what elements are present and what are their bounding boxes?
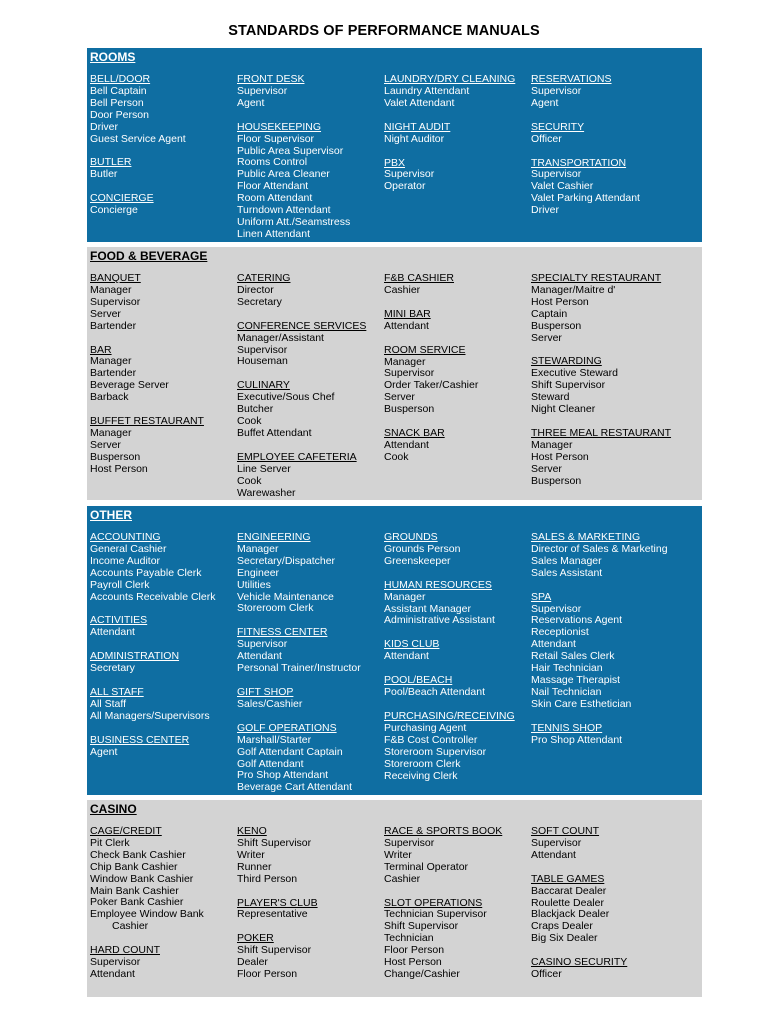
- position-item: Storeroom Clerk: [384, 757, 461, 770]
- position-item: Concierge: [90, 204, 138, 217]
- position-item: Manager: [90, 283, 132, 296]
- department-title: SPA: [531, 590, 552, 603]
- position-item: Writer: [237, 848, 265, 861]
- department-bell-door: [90, 74, 235, 145]
- department-activities: [90, 615, 235, 639]
- department-slot-operations: [384, 898, 529, 981]
- department-grounds: [384, 532, 529, 568]
- position-item: Supervisor: [237, 84, 288, 97]
- department-title: SNACK BAR: [384, 427, 445, 440]
- department-title: NIGHT AUDIT: [384, 120, 451, 133]
- position-item: Income Auditor: [90, 554, 161, 567]
- department-title: BUFFET RESTAURANT: [90, 415, 204, 428]
- position-item: Public Area Supervisor: [237, 144, 344, 157]
- department-kids-club: [384, 639, 529, 663]
- department-business-center: [90, 735, 235, 759]
- position-item: Host Person: [384, 956, 442, 969]
- position-item: Door Person: [90, 108, 149, 121]
- position-item: Supervisor: [384, 367, 435, 380]
- position-item: Secretary: [237, 295, 282, 308]
- position-item: Assistant Manager: [384, 602, 471, 615]
- department-reservations: [531, 74, 676, 110]
- position-item: Terminal Operator: [384, 860, 469, 873]
- position-item: Third Person: [237, 872, 298, 885]
- position-item: Cook: [384, 450, 409, 463]
- department-room-service: [384, 345, 529, 416]
- position-item: Bartender: [90, 319, 137, 332]
- department-hard-count: [90, 945, 235, 981]
- position-item: Valet Cashier: [531, 180, 594, 193]
- department-title: THREE MEAL RESTAURANT: [531, 426, 672, 439]
- department-title: ADMINISTRATION: [90, 650, 180, 663]
- position-item: Dealer: [237, 956, 268, 969]
- position-item: Pool/Beach Attendant: [384, 686, 485, 699]
- position-item: Cook: [237, 415, 262, 428]
- position-item: Manager: [384, 590, 426, 603]
- position-item: Receiving Clerk: [384, 769, 458, 782]
- column-1: [90, 826, 235, 993]
- department-title: BANQUET: [90, 272, 141, 284]
- position-item: Manager: [384, 355, 426, 368]
- position-item: Marshall/Starter: [237, 733, 312, 746]
- department-accounting: [90, 532, 235, 603]
- department-title: ACCOUNTING: [90, 531, 161, 543]
- position-item: Greenskeeper: [384, 554, 451, 567]
- department-title: STEWARDING: [531, 355, 602, 368]
- position-item: Agent: [90, 745, 118, 758]
- section-title: FOOD & BEVERAGE: [90, 249, 208, 263]
- position-item: F&B Cost Controller: [384, 733, 478, 746]
- position-item: Officer: [531, 132, 562, 145]
- position-item: Operator: [384, 180, 426, 193]
- department-night-audit: [384, 122, 529, 146]
- position-item: Sales Manager: [531, 554, 602, 567]
- position-item: Pit Clerk: [90, 836, 130, 849]
- position-item: Line Server: [237, 462, 291, 475]
- position-item: Warewasher: [237, 486, 296, 499]
- department-poker: [237, 933, 382, 981]
- department-sales-and-marketing: [531, 532, 676, 580]
- department-title: KENO: [237, 825, 267, 837]
- department-title: CATERING: [237, 272, 291, 284]
- position-item: Barback: [90, 391, 129, 404]
- department-title: PBX: [384, 156, 406, 169]
- column-4: [531, 74, 676, 229]
- position-item: Server: [90, 438, 121, 451]
- position-item: Host Person: [531, 450, 589, 463]
- department-title: BELL/DOOR: [90, 73, 151, 85]
- department-title: HOUSEKEEPING: [237, 120, 322, 133]
- department-title: CONCIERGE: [90, 192, 154, 205]
- section-rooms: [87, 48, 702, 242]
- department-title: POKER: [237, 932, 274, 945]
- department-title: TENNIS SHOP: [531, 721, 603, 734]
- position-item: Manager/Assistant: [237, 331, 324, 344]
- column-1: [90, 273, 235, 488]
- column-4: [531, 826, 676, 993]
- department-player-s-club: [237, 898, 382, 922]
- position-item: Sales Assistant: [531, 566, 603, 579]
- department-title: KIDS CLUB: [384, 638, 440, 651]
- position-item: Technician: [384, 932, 434, 945]
- position-item: Baccarat Dealer: [531, 884, 607, 897]
- position-item: Uniform Att./Seamstress: [237, 215, 351, 228]
- department-gift-shop: [237, 687, 382, 711]
- position-item: Bell Captain: [90, 84, 147, 97]
- position-item: Utilities: [237, 578, 271, 591]
- department-title: ROOM SERVICE: [384, 343, 466, 356]
- department-stewarding: [531, 356, 676, 416]
- department-culinary: [237, 380, 382, 440]
- column-4: [531, 273, 676, 500]
- department-title: TRANSPORTATION: [531, 156, 627, 169]
- department-title: GIFT SHOP: [237, 685, 294, 698]
- position-item: Big Six Dealer: [531, 932, 598, 945]
- department-concierge: [90, 193, 235, 217]
- position-item: Supervisor: [531, 84, 582, 97]
- department-casino-security: [531, 957, 676, 981]
- department-title: BUSINESS CENTER: [90, 733, 190, 746]
- position-item: Change/Cashier: [384, 967, 460, 980]
- position-item: Room Attendant: [237, 192, 313, 205]
- position-item: Officer: [531, 968, 562, 981]
- position-item: Poker Bank Cashier: [90, 896, 184, 909]
- section-title: OTHER: [90, 508, 132, 522]
- section-casino: [87, 800, 702, 997]
- position-item: Houseman: [237, 355, 288, 368]
- position-item: Reservations Agent: [531, 614, 623, 627]
- position-item: Receptionist: [531, 626, 589, 639]
- column-2: [237, 532, 382, 806]
- department-security: [531, 122, 676, 146]
- position-item: All Managers/Supervisors: [90, 709, 210, 722]
- position-item: Technician Supervisor: [384, 908, 487, 921]
- position-item: Representative: [237, 908, 308, 921]
- position-item: Purchasing Agent: [384, 721, 467, 734]
- position-item: Attendant: [531, 848, 576, 861]
- position-item: Grounds Person: [384, 542, 461, 555]
- position-item: Storeroom Clerk: [237, 602, 314, 615]
- position-item: Nail Technician: [531, 685, 602, 698]
- department-transportation: [531, 158, 676, 218]
- position-item: Golf Attendant: [237, 757, 304, 770]
- position-item: Director: [237, 283, 274, 296]
- department-keno: [237, 826, 382, 886]
- department-fitness-center: [237, 627, 382, 675]
- position-item: Host Person: [531, 295, 589, 308]
- department-title: EMPLOYEE CAFETERIA: [237, 450, 357, 463]
- department-title: ENGINEERING: [237, 531, 311, 543]
- department-title: BUTLER: [90, 156, 132, 169]
- department-cage-credit: [90, 826, 235, 933]
- position-item: Attendant: [90, 626, 135, 639]
- column-4: [531, 532, 676, 759]
- department-title: CASINO SECURITY: [531, 956, 628, 969]
- department-butler: [90, 157, 235, 181]
- position-item: Supervisor: [531, 836, 582, 849]
- position-item: Driver: [90, 120, 118, 133]
- department-tennis-shop: [531, 723, 676, 747]
- column-3: [384, 826, 529, 993]
- position-item: Shift Supervisor: [384, 920, 459, 933]
- department-title: CULINARY: [237, 379, 290, 392]
- column-3: [384, 532, 529, 794]
- position-item: Shift Supervisor: [531, 379, 606, 392]
- position-item: Pro Shop Attendant: [531, 733, 623, 746]
- department-snack-bar: [384, 428, 529, 464]
- department-conference-services: [237, 321, 382, 369]
- position-item: Employee Window Bank: [90, 908, 204, 921]
- position-item: Accounts Payable Clerk: [90, 566, 202, 579]
- position-item: Secretary: [90, 662, 135, 675]
- position-item: Beverage Cart Attendant: [237, 781, 352, 794]
- position-item: Beverage Server: [90, 379, 169, 392]
- department-title: LAUNDRY/DRY CLEANING: [384, 73, 516, 85]
- position-item: Runner: [237, 860, 272, 873]
- department-title: F&B CASHIER: [384, 272, 455, 284]
- position-item: Attendant: [384, 650, 429, 663]
- position-item: Sales/Cashier: [237, 697, 303, 710]
- department-race-and-sports-book: [384, 826, 529, 886]
- department-table-games: [531, 874, 676, 945]
- position-item: Manager/Maitre d': [531, 283, 616, 296]
- department-buffet-restaurant: [90, 416, 235, 476]
- position-item: Buffet Attendant: [237, 426, 312, 439]
- position-item: Supervisor: [90, 295, 141, 308]
- position-item: Accounts Receivable Clerk: [90, 590, 216, 603]
- department-human-resources: [384, 580, 529, 628]
- position-item: Busperson: [531, 319, 582, 332]
- column-2: [237, 273, 382, 512]
- position-item: Server: [384, 391, 415, 404]
- section-other: [87, 506, 702, 795]
- column-1: [90, 532, 235, 771]
- department-laundry-dry-cleaning: [384, 74, 529, 110]
- department-housekeeping: [237, 122, 382, 241]
- position-item: Blackjack Dealer: [531, 908, 610, 921]
- position-item: Attendant: [384, 438, 429, 451]
- position-item: Captain: [531, 307, 568, 320]
- position-item: Attendant: [384, 319, 429, 332]
- position-item: Guest Service Agent: [90, 132, 186, 145]
- position-item: Floor Person: [384, 944, 445, 957]
- position-item: All Staff: [90, 697, 126, 710]
- department-golf-operations: [237, 723, 382, 794]
- department-title: PLAYER'S CLUB: [237, 896, 318, 909]
- position-item: Supervisor: [384, 168, 435, 181]
- department-engineering: [237, 532, 382, 615]
- position-item: Manager: [237, 542, 279, 555]
- position-item: Steward: [531, 391, 570, 404]
- position-item: Cashier: [384, 283, 421, 296]
- department-title: RACE & SPORTS BOOK: [384, 825, 503, 837]
- position-item: Supervisor: [531, 168, 582, 181]
- department-title: MINI BAR: [384, 307, 431, 320]
- position-item: Craps Dealer: [531, 920, 593, 933]
- position-item: Vehicle Maintenance: [237, 590, 334, 603]
- section-title: ROOMS: [90, 50, 136, 64]
- position-item: Chip Bank Cashier: [90, 860, 178, 873]
- position-item: Server: [531, 331, 562, 344]
- position-item: Shift Supervisor: [237, 836, 312, 849]
- department-title: SOFT COUNT: [531, 825, 600, 837]
- department-title: POOL/BEACH: [384, 674, 453, 687]
- position-item: Agent: [237, 96, 265, 109]
- department-title: FRONT DESK: [237, 73, 305, 85]
- position-item: Supervisor: [531, 602, 582, 615]
- department-administration: [90, 651, 235, 675]
- position-item: Turndown Attendant: [237, 204, 331, 217]
- department-spa: [531, 592, 676, 711]
- position-item: Cook: [237, 474, 262, 487]
- department-front-desk: [237, 74, 382, 110]
- position-item: Personal Trainer/Instructor: [237, 662, 361, 675]
- department-banquet: [90, 273, 235, 333]
- department-mini-bar: [384, 309, 529, 333]
- department-purchasing-receiving: [384, 711, 529, 782]
- position-item: Golf Attendant Captain: [237, 745, 343, 758]
- position-item: Valet Attendant: [384, 96, 455, 109]
- position-item: Retail Sales Clerk: [531, 650, 615, 663]
- department-title: RESERVATIONS: [531, 73, 612, 85]
- position-item: Attendant: [237, 650, 282, 663]
- department-title: PURCHASING/RECEIVING: [384, 709, 515, 722]
- position-item: Hair Technician: [531, 662, 603, 675]
- department-title: ACTIVITIES: [90, 614, 148, 627]
- department-title: ALL STAFF: [90, 686, 144, 699]
- position-item: Server: [531, 462, 562, 475]
- position-item: Server: [90, 307, 121, 320]
- position-item: Rooms Control: [237, 156, 308, 169]
- position-item: Skin Care Esthetician: [531, 697, 632, 710]
- department-title: BAR: [90, 343, 112, 356]
- position-item: Butcher: [237, 403, 274, 416]
- section-title: CASINO: [90, 802, 137, 816]
- department-three-meal-restaurant: [531, 428, 676, 488]
- department-bar: [90, 345, 235, 405]
- column-3: [384, 74, 529, 205]
- position-item: Writer: [384, 848, 412, 861]
- position-item: Manager: [90, 426, 132, 439]
- position-item: Busperson: [90, 450, 141, 463]
- position-item: Bartender: [90, 367, 137, 380]
- position-item: Floor Person: [237, 968, 298, 981]
- department-title: HARD COUNT: [90, 944, 160, 957]
- department-title: FITNESS CENTER: [237, 626, 328, 639]
- position-item: Engineer: [237, 566, 280, 579]
- column-1: [90, 74, 235, 229]
- column-3: [384, 273, 529, 476]
- position-item: Valet Parking Attendant: [531, 192, 640, 205]
- department-specialty-restaurant: [531, 273, 676, 344]
- position-item: Night Cleaner: [531, 403, 596, 416]
- position-item: Bell Person: [90, 96, 144, 109]
- position-item: Order Taker/Cashier: [384, 379, 479, 392]
- position-item: Secretary/Dispatcher: [237, 554, 336, 567]
- position-item: Attendant: [531, 638, 576, 651]
- department-title: HUMAN RESOURCES: [384, 578, 492, 591]
- department-title: CAGE/CREDIT: [90, 825, 162, 837]
- position-item: Storeroom Supervisor: [384, 745, 487, 758]
- position-item: Busperson: [384, 403, 435, 416]
- department-pbx: [384, 158, 529, 194]
- position-item: Driver: [531, 204, 559, 217]
- department-employee-cafeteria: [237, 452, 382, 500]
- position-item: Floor Supervisor: [237, 132, 315, 145]
- page-title: STANDARDS OF PERFORMANCE MANUALS: [228, 23, 540, 39]
- position-item: Cashier: [384, 872, 421, 885]
- position-item: Attendant: [90, 967, 135, 980]
- position-item: Supervisor: [90, 956, 141, 969]
- department-catering: [237, 273, 382, 309]
- department-title: SALES & MARKETING: [531, 531, 641, 543]
- position-item: Shift Supervisor: [237, 944, 312, 957]
- department-title: SLOT OPERATIONS: [384, 896, 483, 909]
- position-item: Executive/Sous Chef: [237, 391, 335, 404]
- position-item: Supervisor: [237, 343, 288, 356]
- position-item: Linen Attendant: [237, 227, 310, 240]
- position-item: Administrative Assistant: [384, 614, 495, 627]
- position-item: Host Person: [90, 462, 148, 475]
- department-title: GOLF OPERATIONS: [237, 721, 337, 734]
- department-soft-count: [531, 826, 676, 862]
- position-item: Massage Therapist: [531, 673, 621, 686]
- department-all-staff: [90, 687, 235, 723]
- position-item: General Cashier: [90, 542, 167, 555]
- position-item: Supervisor: [384, 836, 435, 849]
- position-item: Night Auditor: [384, 132, 445, 145]
- position-item: Window Bank Cashier: [90, 872, 194, 885]
- position-item: Executive Steward: [531, 367, 618, 380]
- position-item: Floor Attendant: [237, 180, 309, 193]
- position-item: Director of Sales & Marketing: [531, 542, 668, 555]
- section-food-beverage: [87, 247, 702, 500]
- department-fandb-cashier: [384, 273, 529, 297]
- department-pool-beach: [384, 675, 529, 699]
- position-item: Roulette Dealer: [531, 896, 604, 909]
- position-item: Agent: [531, 96, 559, 109]
- position-item: Payroll Clerk: [90, 578, 150, 591]
- position-item: Cashier: [112, 920, 149, 933]
- department-title: GROUNDS: [384, 531, 438, 543]
- department-title: CONFERENCE SERVICES: [237, 319, 367, 332]
- position-item: Manager: [531, 438, 573, 451]
- position-item: Check Bank Cashier: [90, 848, 186, 861]
- position-item: Manager: [90, 355, 132, 368]
- position-item: Supervisor: [237, 638, 288, 651]
- column-2: [237, 74, 382, 253]
- position-item: Main Bank Cashier: [90, 884, 179, 897]
- position-item: Pro Shop Attendant: [237, 769, 329, 782]
- department-title: SECURITY: [531, 120, 585, 133]
- department-title: TABLE GAMES: [531, 872, 605, 885]
- column-2: [237, 826, 382, 993]
- position-item: Laundry Attendant: [384, 84, 470, 97]
- department-title: SPECIALTY RESTAURANT: [531, 272, 662, 284]
- position-item: Public Area Cleaner: [237, 168, 330, 181]
- position-item: Butler: [90, 168, 118, 181]
- position-item: Busperson: [531, 474, 582, 487]
